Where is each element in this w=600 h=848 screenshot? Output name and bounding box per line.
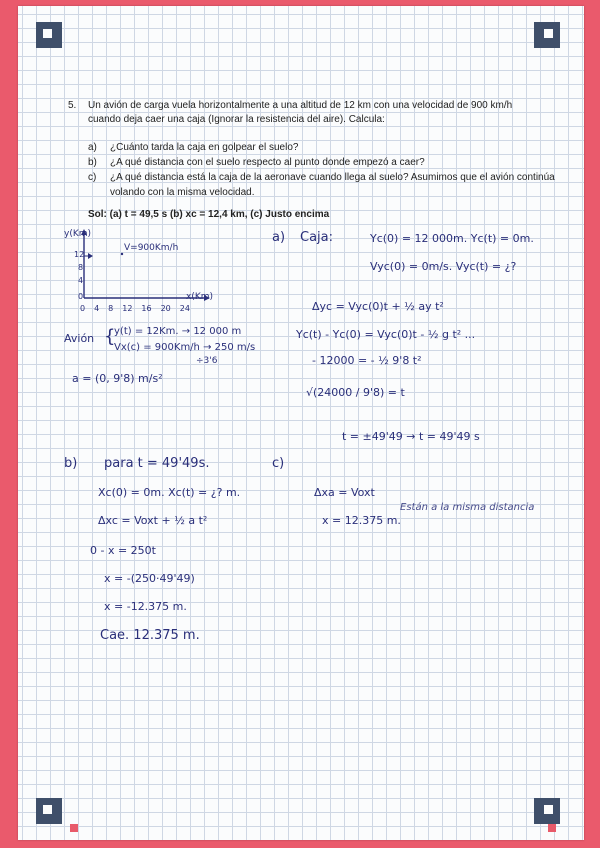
graph-paper-page	[18, 6, 584, 840]
avion-label: Avión	[64, 332, 95, 345]
part-b-line2: Δxc = Voxt + ½ a t²	[98, 514, 208, 527]
part-c-note: Están a la misma distancia	[400, 502, 535, 513]
corner-marker-top-right	[534, 22, 560, 48]
x-tick: 0	[80, 304, 86, 313]
part-a-result: t = ±49'49 → t = 49'49 s	[342, 430, 480, 443]
plane-direction-arrow	[88, 253, 93, 259]
y-tick-4: 4	[78, 276, 84, 285]
question-c-text: ¿A qué distancia está la caja de la aeronave cuando llega al suelo? Asumimos que el avión continúa	[110, 172, 555, 183]
part-a-eq2: Yc(t) - Yc(0) = Vyc(0)t - ½ g t² ...	[296, 328, 476, 341]
y-tick-8: 8	[78, 263, 84, 272]
part-b-para: para t = 49'49s.	[104, 456, 210, 471]
part-b-line6: Cae. 12.375 m.	[100, 628, 200, 643]
avion-line2: Vx(c) = 900Km/h → 250 m/s	[114, 342, 256, 353]
x-tick: 4	[94, 304, 100, 313]
x-tick: 8	[108, 304, 114, 313]
question-c-text-continued: volando con la misma velocidad.	[110, 187, 255, 198]
x-tick: 20	[160, 304, 171, 313]
corner-marker-bottom-left	[36, 798, 62, 824]
solution-line: Sol: (a) t = 49,5 s (b) xc = 12,4 km, (c) Justo encima	[88, 209, 330, 220]
x-tick: 24	[179, 304, 190, 313]
x-ticks	[80, 304, 190, 313]
problem-number: 5.	[68, 100, 77, 111]
part-a-label: a)	[272, 230, 286, 245]
part-a-line2: Vyc(0) = 0m/s. Vyc(t) = ¿?	[370, 260, 517, 273]
y-axis-label: y(Km)	[64, 229, 92, 239]
problem-statement-line2: cuando deja caer una caja (Ignorar la resistencia del aire). Calcula:	[88, 114, 385, 125]
part-b-line1: Xc(0) = 0m. Xc(t) = ¿? m.	[98, 486, 241, 499]
brace: {	[104, 326, 116, 347]
question-a-text: ¿Cuánto tarda la caja en golpear el suelo?	[110, 142, 299, 153]
problem-statement-line1: Un avión de carga vuela horizontalmente a una altitud de 12 km con una velocidad de 900 km/h	[88, 100, 513, 111]
part-c-label: c)	[272, 456, 285, 471]
part-b-line5: x = -12.375 m.	[104, 600, 187, 613]
part-b-label: b)	[64, 456, 78, 471]
plane-position-dot	[121, 253, 123, 255]
velocity-label: V=900Km/h	[124, 243, 179, 253]
part-a-caja: Caja:	[300, 230, 334, 245]
x-tick: 16	[141, 304, 152, 313]
corner-marker-top-left	[36, 22, 62, 48]
acceleration-vector: a = (0, 9'8) m/s²	[72, 372, 163, 385]
x-tick: 12	[122, 304, 133, 313]
scan-mark-left	[70, 824, 78, 832]
avion-factor: ÷3'6	[196, 356, 218, 366]
part-a-line1: Yc(0) = 12 000m. Yc(t) = 0m.	[370, 232, 534, 245]
question-c-label: c)	[88, 172, 97, 183]
scan-mark-right	[548, 824, 556, 832]
avion-line1: y(t) = 12Km. → 12 000 m	[114, 326, 242, 337]
part-a-eq4: √(24000 / 9'8) = t	[306, 386, 405, 399]
question-a-label: a)	[88, 142, 97, 153]
question-b-label: b)	[88, 157, 97, 168]
y-tick-12: 12	[74, 250, 85, 259]
corner-marker-bottom-right	[534, 798, 560, 824]
question-b-text: ¿A qué distancia con el suelo respecto al punto donde empezó a caer?	[110, 157, 425, 168]
part-a-eq3: - 12000 = - ½ 9'8 t²	[312, 354, 422, 367]
part-a-eq1: Δyc = Vyc(0)t + ½ ay t²	[312, 300, 444, 313]
part-c-value: x = 12.375 m.	[322, 514, 401, 527]
part-b-line4: x = -(250·49'49)	[104, 572, 195, 585]
part-c-eq: Δxa = Voxt	[314, 486, 375, 499]
x-axis-label: x(Km)	[186, 292, 214, 302]
y-tick-0: 0	[78, 292, 84, 301]
part-b-line3: 0 - x = 250t	[90, 544, 156, 557]
